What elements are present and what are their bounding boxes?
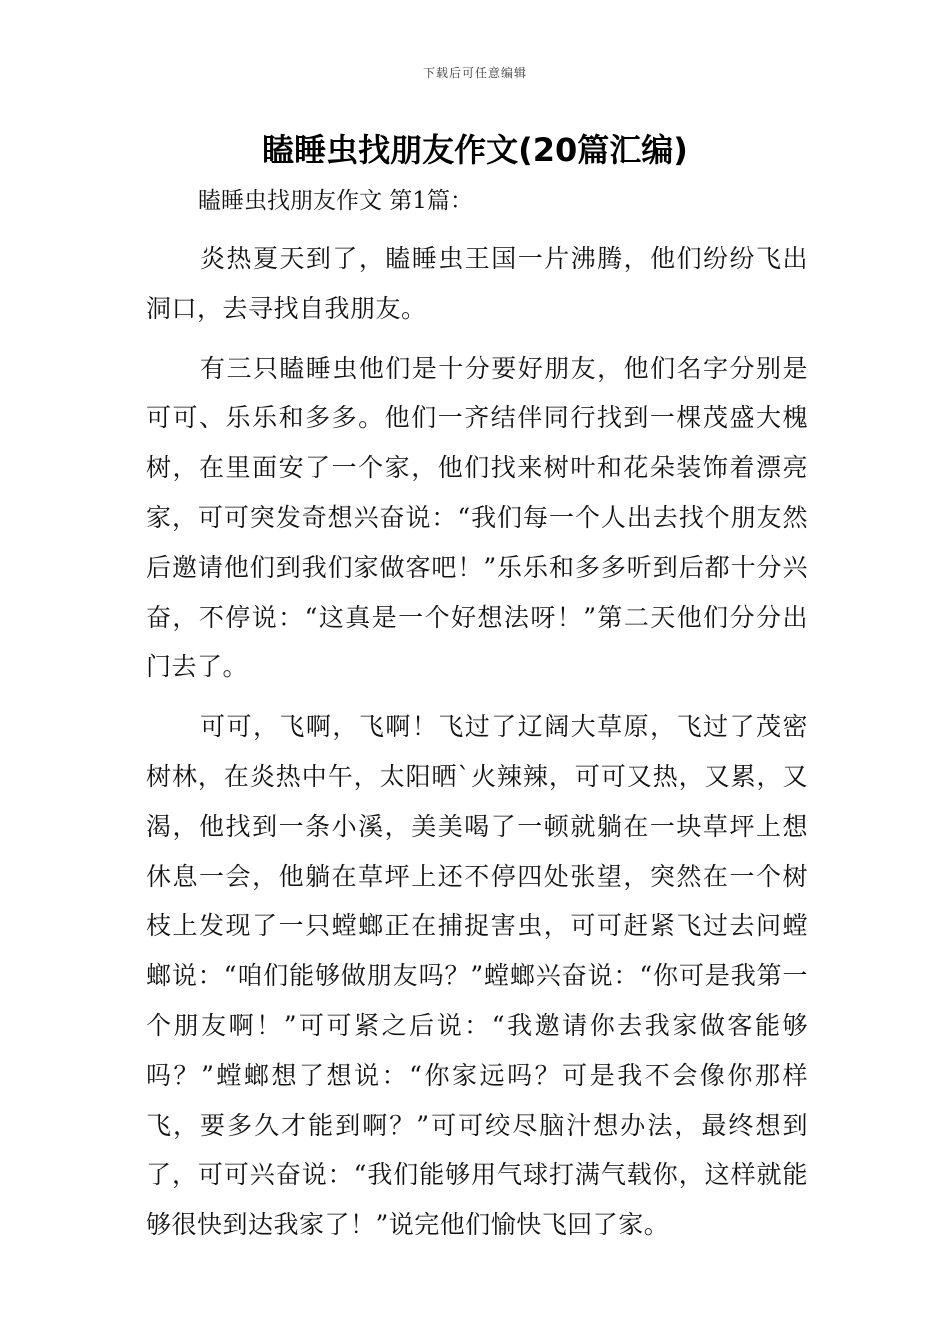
paragraph-3: 可可，飞啊，飞啊！飞过了辽阔大草原，飞过了茂密树林，在炎热中午，太阳晒`火辣辣，可可又热，又累，又渴，他找到一条小溪，美美喝了一顿就躺在一块草坪上想休息一会，他躺在草坪上还不停四处张望，突然在一个树枝上发现了一只螳螂正在捕捉害虫，可可赶紧飞过去问螳螂说：“咱们能够做朋友吗？”螳螂兴奋说：“你可是我第一个朋友啊！”可可紧之后说：“我邀请你去我家做客能够吗？”螳螂想了想说：“你家远吗？可是我不会像你那样飞，要多久才能到啊？”可可绞尽脑汁想办法，最终想到了，可可兴奋说：“我们能够用气球打满气载你，这样就能够很快到达我家了！”说完他们愉快飞回了家。 [146, 712, 808, 1240]
section-heading: 瞌睡虫找朋友作文 第1篇： [198, 188, 473, 214]
paragraph-2: 有三只瞌睡虫他们是十分要好朋友，他们名字分别是可可、乐乐和多多。他们一齐结伴同行找到一棵茂盛大槐树，在里面安了一个家，他们找来树叶和花朵装饰着漂亮家，可可突发奇想兴奋说：“我们每一个人出去找个朋友然后邀请他们到我们家做客吧！”乐乐和多多听到后都十分兴奋，不停说：“这真是一个好想法呀！”第二天他们分分出门去了。 [146, 353, 808, 682]
paragraph-1: 炎热夏天到了，瞌睡虫王国一片沸腾，他们纷纷飞出洞口，去寻找自我朋友。 [146, 244, 808, 323]
document-title: 瞌睡虫找朋友作文(20篇汇编) [262, 131, 688, 169]
header-note: 下载后可任意编辑 [422, 66, 527, 80]
document-body [146, 178, 808, 1250]
